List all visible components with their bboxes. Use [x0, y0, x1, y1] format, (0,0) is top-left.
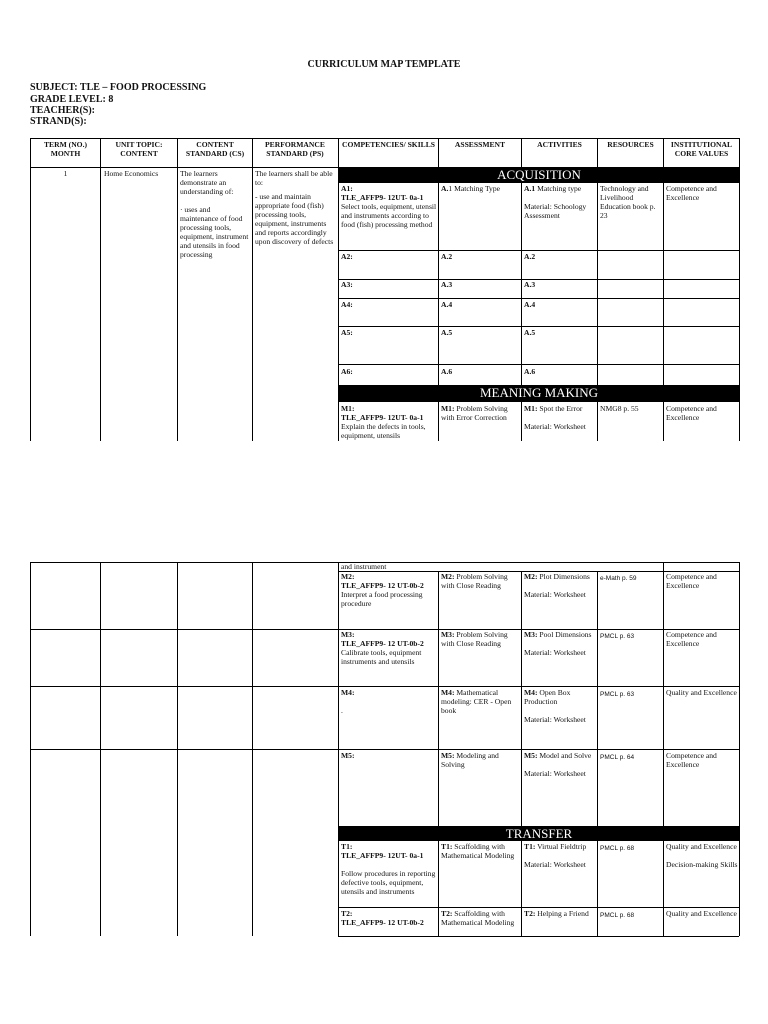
assessment-a4: A.4	[441, 300, 453, 309]
competency-t2: T2: TLE_AFFP9- 12 UT-0b-2	[341, 909, 424, 927]
competency-a4: A4:	[341, 300, 353, 309]
resources-m1: NMG8 p. 55	[600, 404, 639, 413]
values-m1: Competence and Excellence	[666, 404, 717, 422]
competency-m1-continued: and instrument	[341, 562, 387, 571]
col-header-assessment: ASSESSMENT	[454, 140, 506, 149]
activity-m3: M3: Pool Dimensions Material: Worksheet	[524, 630, 592, 657]
resources-m3: PMCL p. 63	[600, 633, 635, 640]
assessment-m2: M2: Problem Solving with Close Reading	[441, 572, 508, 590]
assessment-a3: A.3	[441, 280, 453, 289]
unit-cell: Home Economics	[104, 169, 159, 178]
assessment-a2: A.2	[441, 252, 453, 261]
col-header-competencies: COMPETENCIES/ SKILLS	[341, 140, 436, 149]
performance-standard-cell: The learners shall be able to: - use and maintain appropriate food (fish) processing tools, equipment, instruments and reports accordingly upon discovery of defects	[255, 169, 334, 246]
assessment-m5: M5: Modeling and Solving	[441, 751, 499, 769]
values-m2: Competence and Excellence	[666, 572, 717, 590]
competency-t1: T1: TLE_AFFP9- 12UT- 0a-1 Follow procedures in reporting defective tools, equipment, utensils and instruments	[341, 842, 436, 896]
competency-a1: A1: TLE_AFFP9- 12UT- 0a-1 Select tools, equipment, utensil and instruments according to food (fish) processing method	[341, 184, 437, 229]
col-header-unit: UNIT TOPIC: CONTENT	[115, 140, 163, 158]
competency-m1: M1: TLE_AFFP9- 12UT- 0a-1 Explain the defects in tools, equipment, utensils	[341, 404, 426, 440]
strand-line: STRAND(S):	[30, 116, 87, 127]
activity-t1: T1: Virtual Fieldtrip Material: Worksheet	[524, 842, 587, 869]
activity-a1: A.1 Matching type Material: Schoology Assessment	[524, 184, 587, 220]
values-a1: Competence and Excellence	[666, 184, 717, 202]
content-standard-cell: The learners demonstrate an understanding of: · uses and maintenance of food processing tools, equipment, instrument and utensils in food processing	[180, 169, 249, 259]
competency-m2: M2: TLE_AFFP9- 12 UT-0b-2 Interpret a food processing procedure	[341, 572, 424, 608]
competency-a3: A3:	[341, 280, 353, 289]
term-cell: 1	[63, 169, 68, 178]
assessment-m4: M4: Mathematical modeling: CER - Open book	[441, 688, 512, 715]
col-header-activities: ACTIVITIES	[537, 140, 582, 149]
competency-m5: M5:	[341, 751, 355, 760]
activity-a4: A.4	[524, 300, 536, 309]
resources-a1: Technology and Livelihood Education book p. 23	[600, 184, 656, 220]
competency-a6: A6:	[341, 367, 353, 376]
activity-m1: M1: Spot the Error Material: Worksheet	[524, 404, 586, 431]
assessment-t1: T1: Scaffolding with Mathematical Modeling	[441, 842, 515, 860]
col-header-resources: RESOURCES	[607, 140, 654, 149]
resources-t1: PMCL p. 68	[600, 845, 635, 852]
transfer-band: TRANSFER	[338, 826, 740, 841]
activity-t2: T2: Helping a Friend	[524, 909, 589, 918]
values-m5: Competence and Excellence	[666, 751, 717, 769]
assessment-m3: M3: Problem Solving with Close Reading	[441, 630, 508, 648]
assessment-m1: M1: Problem Solving with Error Correction	[441, 404, 508, 422]
competency-m3: M3: TLE_AFFP9- 12 UT-0b-2 Calibrate tools, equipment instruments and utensils	[341, 630, 424, 666]
subject-line: SUBJECT: TLE – FOOD PROCESSING	[30, 82, 207, 93]
competency-m4: M4: .	[341, 688, 355, 715]
values-t2: Quality and Excellence	[666, 909, 737, 918]
activity-a5: A.5	[524, 328, 536, 337]
resources-m4: PMCL p. 63	[600, 691, 635, 698]
resources-m2: e-Math p. 59	[600, 575, 637, 582]
activity-a2: A.2	[524, 252, 536, 261]
activity-m4: M4: Open Box Production Material: Worksheet	[524, 688, 586, 724]
meaning-making-band: MEANING MAKING	[338, 385, 740, 402]
assessment-a1: A.1 Matching Type	[441, 184, 501, 193]
col-header-content-standard: CONTENT STANDARD (CS)	[185, 140, 245, 158]
assessment-a6: A.6	[441, 367, 453, 376]
values-m4: Quality and Excellence	[666, 688, 737, 697]
activity-m5: M5: Model and Solve Material: Worksheet	[524, 751, 592, 778]
competency-a2: A2:	[341, 252, 353, 261]
col-header-term: TERM (NO.) MONTH	[43, 140, 88, 158]
grade-line: GRADE LEVEL: 8	[30, 94, 114, 105]
teacher-line: TEACHER(S):	[30, 105, 96, 116]
resources-m5: PMCL p. 64	[600, 754, 635, 761]
activity-m2: M2: Plot Dimensions Material: Worksheet	[524, 572, 590, 599]
activity-a6: A.6	[524, 367, 536, 376]
competency-a5: A5:	[341, 328, 353, 337]
assessment-t2: T2: Scaffolding with Mathematical Modeling	[441, 909, 515, 927]
assessment-a5: A.5	[441, 328, 453, 337]
acquisition-band: ACQUISITION	[338, 167, 740, 183]
activity-a3: A.3	[524, 280, 536, 289]
values-t1: Quality and Excellence Decision-making Skills	[666, 842, 738, 869]
col-header-performance-standard: PERFORMANCE STANDARD (PS)	[265, 140, 325, 158]
document-title: CURRICULUM MAP TEMPLATE	[307, 59, 461, 70]
values-m3: Competence and Excellence	[666, 630, 717, 648]
col-header-core-values: INSTITUTIONAL CORE VALUES	[670, 140, 733, 158]
resources-t2: PMCL p. 68	[600, 912, 635, 919]
